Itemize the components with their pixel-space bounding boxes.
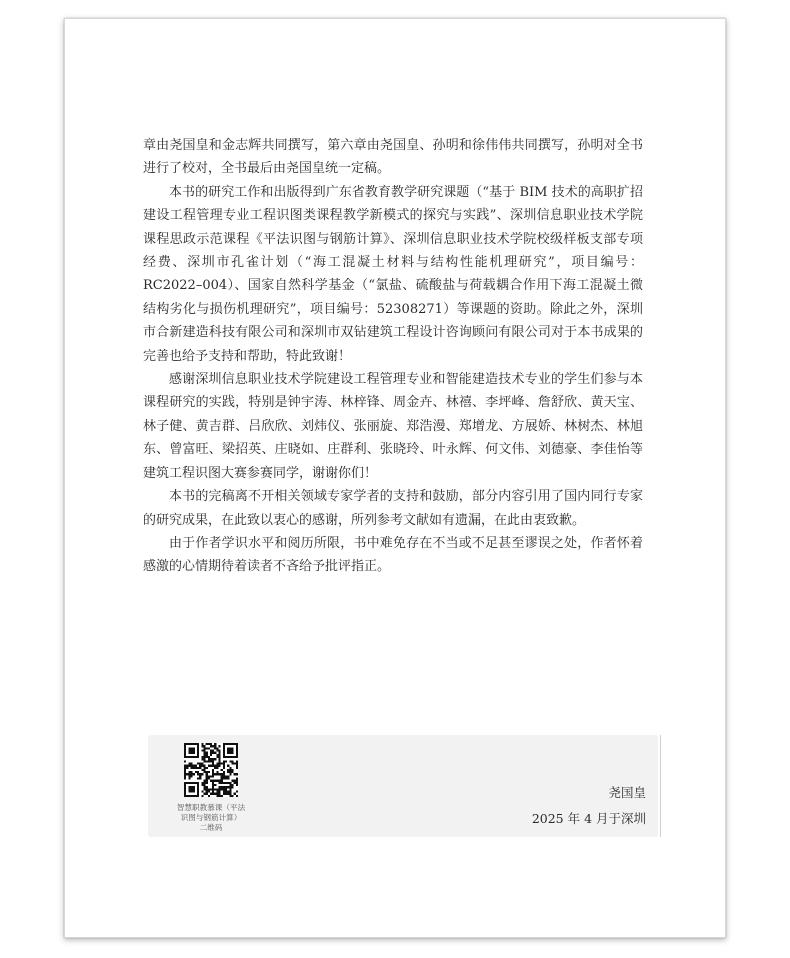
paragraph: 感谢深圳信息职业技术学院建设工程管理专业和智能建造技术专业的学生们参与本课程研究的实践，特别是钟宇涛、林梓锋、周金卉、林禧、李坪峰、詹舒欣、黄天宝、林子健、黄吉群、吕欣欣、刘炜仪、张丽旋、郑浩漫、郑增龙、方展娇、林树杰、林旭东、曾富旺、梁招英、庄晓如、庄群利、张晓玲、叶永辉、何文伟、刘德豪、李佳怡等建筑工程识图大赛参赛同学，谢谢你们！ xyxy=(143,372,643,481)
signature-author: 尧国皇 xyxy=(608,785,646,800)
paragraph: 章由尧国皇和金志辉共同撰写，第六章由尧国皇、孙明和徐伟伟共同撰写，孙明对全书进行了校对，全书最后由尧国皇统一定稿。 xyxy=(143,138,643,177)
signature-block xyxy=(532,780,646,832)
qr-caption-line: 二维码 xyxy=(199,823,223,832)
qr-caption-line: 识图与钢筋计算） xyxy=(180,813,242,822)
book-page xyxy=(64,18,726,938)
paragraph: 本书的研究工作和出版得到广东省教育教学研究课题（“基于 BIM 技术的高职扩招建设工程管理专业工程识图类课程教学新模式的探究与实践”、深圳信息职业技术学院课程思政示范课程《平法识图与钢筋计算》、深圳信息职业技术学院校级样板支部专项经费、深圳市孔雀计划（“海工混凝土材料与结构性能机理研究”，项目编号：RC2022–004）、国家自然科学基金（“氯盐、硫酸盐与荷载耦合作用下海工混凝土微结构劣化与损伤机理研究”，项目编号：52308271）等课题的资助。除此之外，深圳市合新建造科技有限公司和深圳市双钻建筑工程设计咨询顾问有限公司对于本书成果的完善也给予支持和帮助，特此致谢！ xyxy=(143,184,643,364)
paragraph: 本书的完稿离不开相关领域专家学者的支持和鼓励，部分内容引用了国内同行专家的研究成果，在此致以衷心的感谢，所列参考文献如有遗漏，在此由衷致歉。 xyxy=(143,489,643,528)
paragraph: 由于作者学识水平和阅历所限，书中难免存在不当或不足甚至谬误之处，作者怀着感激的心情期待着读者不吝给予批评指正。 xyxy=(143,535,643,575)
qr-caption-line: 智慧职教慕课（平法 xyxy=(176,803,246,812)
footer-panel xyxy=(148,735,658,837)
qr-caption xyxy=(162,803,260,833)
page-fold-decoration xyxy=(654,735,661,837)
qr-block xyxy=(162,743,260,833)
signature-date: 2025 年 4 月于深圳 xyxy=(531,811,646,826)
preface-body xyxy=(143,134,643,579)
qr-code-icon[interactable] xyxy=(184,743,238,797)
